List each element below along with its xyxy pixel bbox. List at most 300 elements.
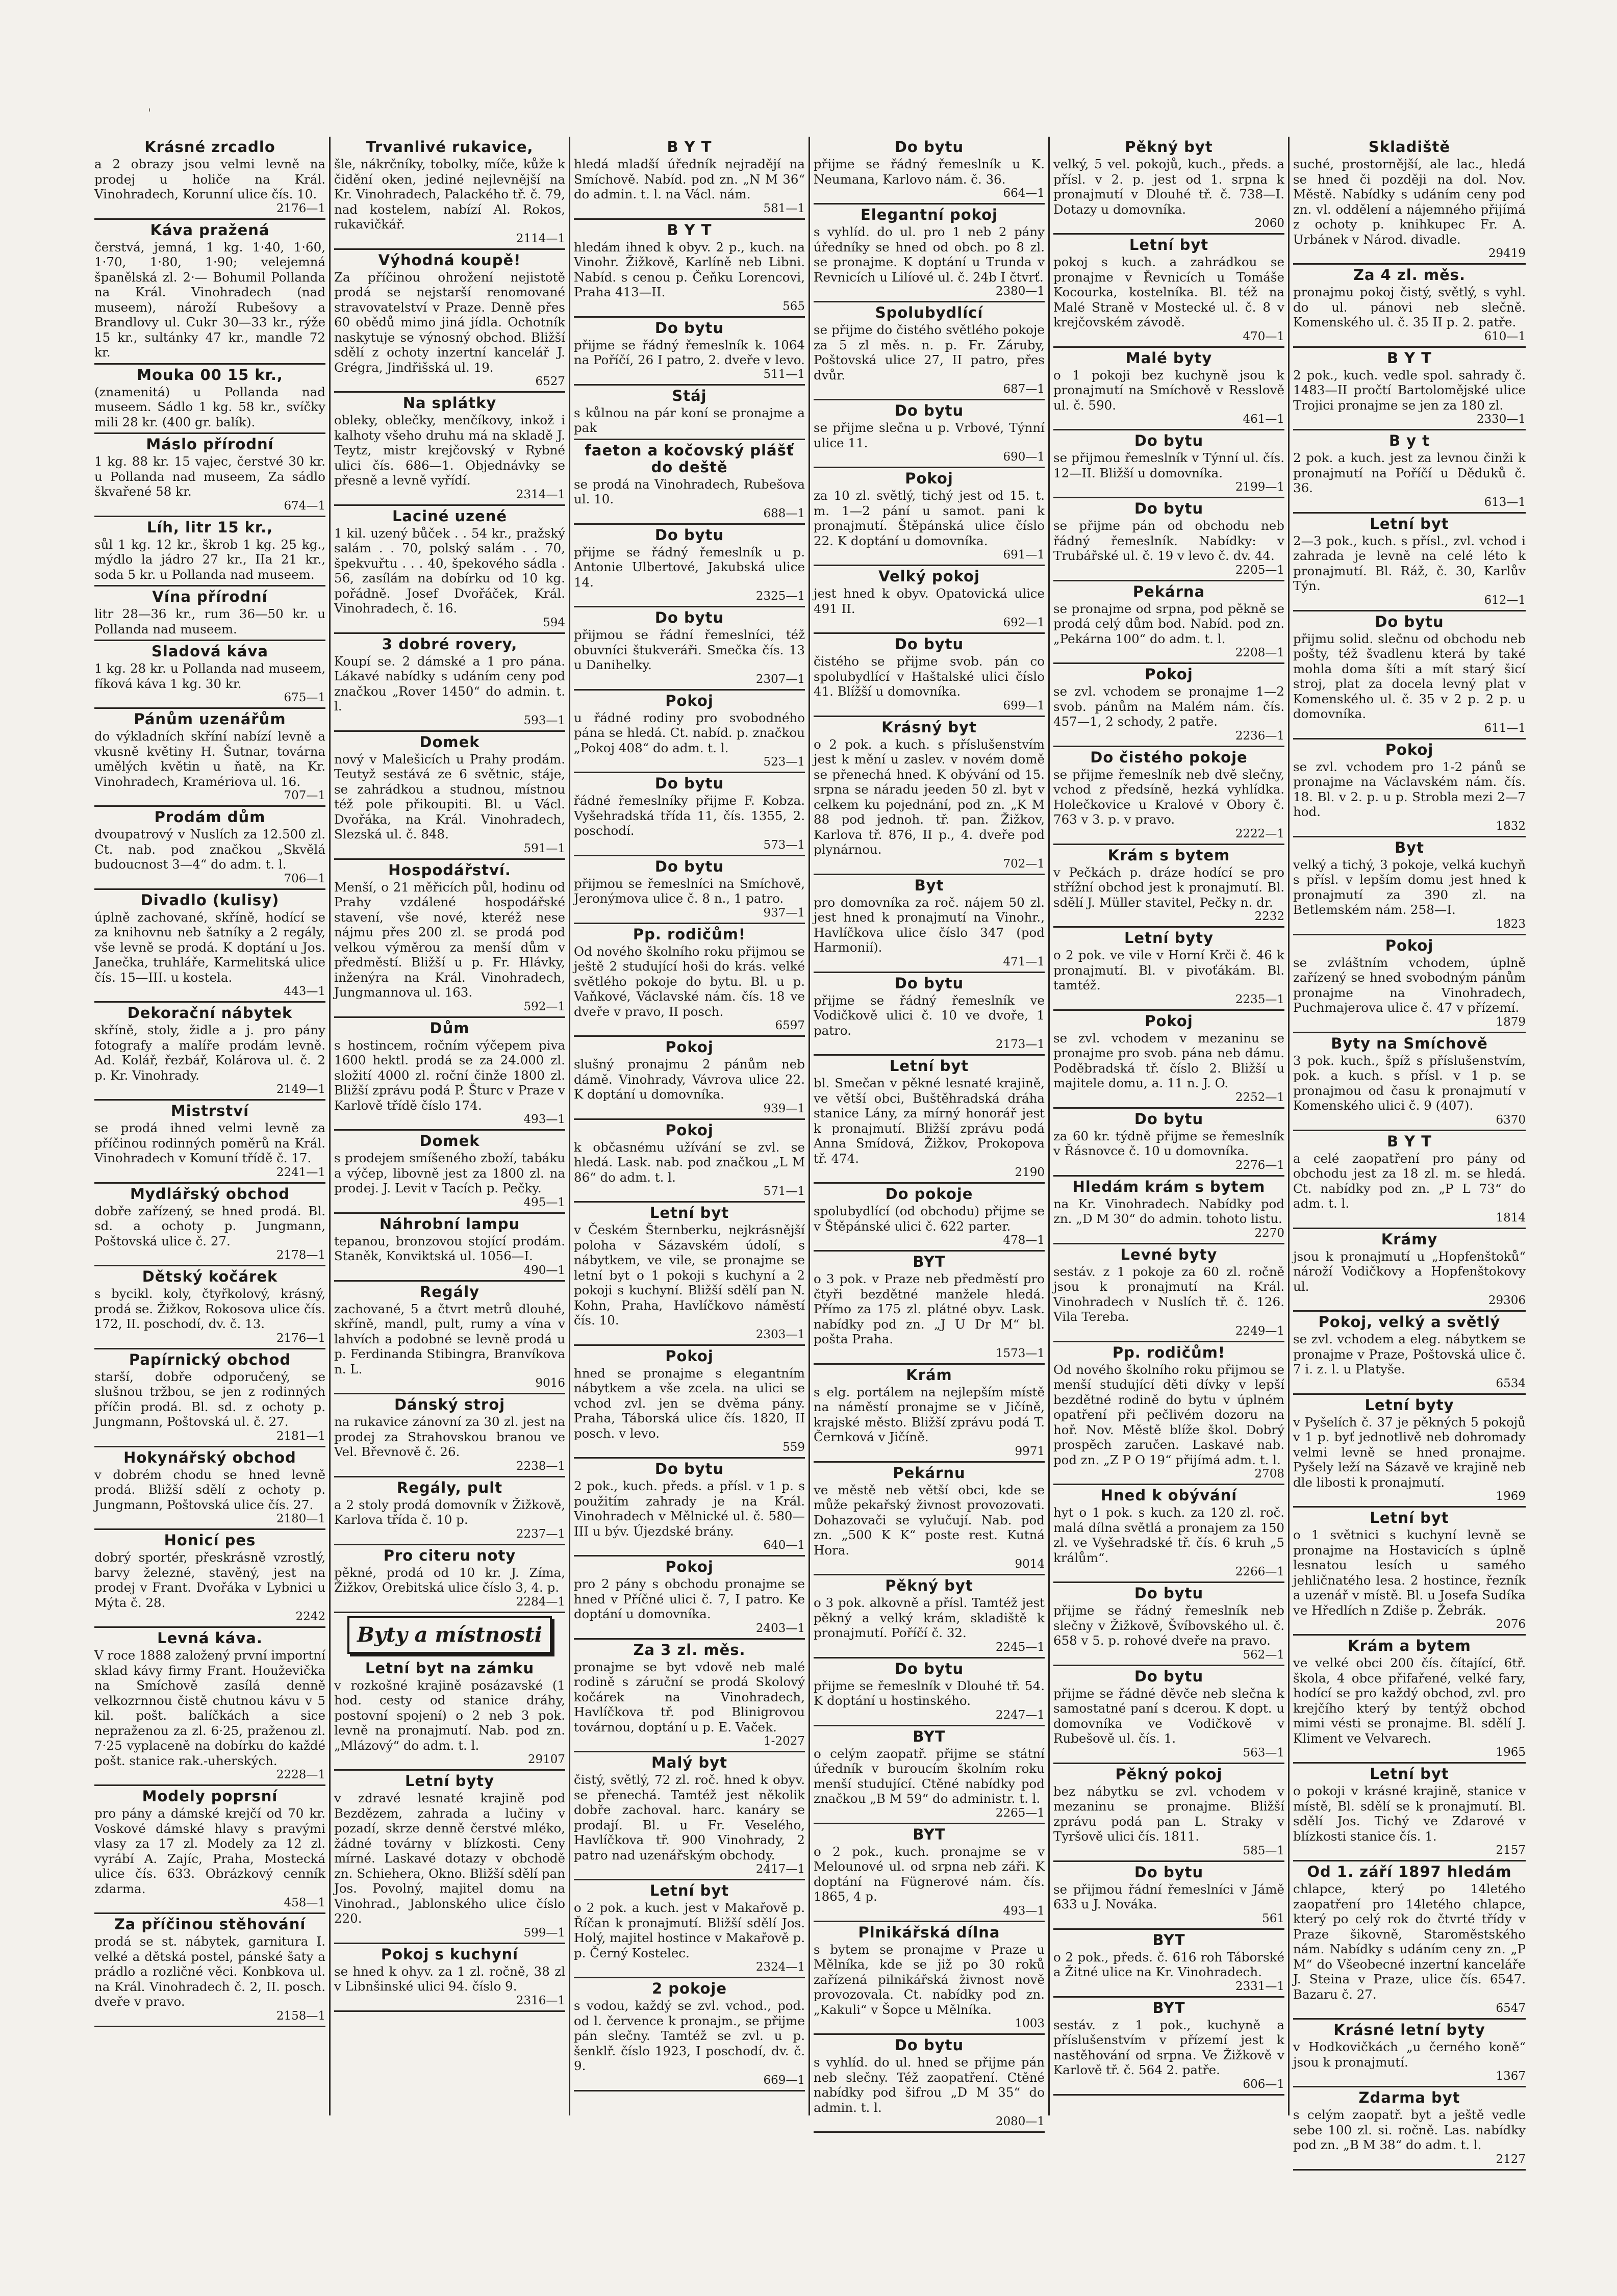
ad-text: a 2 stoly prodá domovník v Žižkově, Karlova třída č. 10 p.	[334, 1497, 565, 1527]
classified-ad	[334, 860, 565, 1018]
ad-text: slušný pronajmu 2 pánům neb dámě. Vinohrady, Vávrova ulice 22. K doptání u domovníka.	[574, 1057, 805, 1102]
ad-text: o 1 světnici s kuchyní levně se pronajme na Hostavicích s úplně lesnatou lesích u samého jehličnatého lesa. 2 hostince, řezník a uzenář v místě. Bl. u Josefa Sudíka ve Hředlích n Zdiše p. Žebrák.	[1293, 1527, 1526, 1618]
ad-text: ve velké obci 200 čís. čítající, 6tř. škola, 4 obce přifařené, velké fary, hodící se pro každý obchod, zvl. pro krejčího který by tentýž obchod mimi vésti se pronajme. Bl. sdělí J. Kliment ve Velvarech.	[1293, 1655, 1526, 1746]
ad-title: Do bytu	[654, 526, 724, 544]
ad-reference-number: 2178—1	[276, 1248, 325, 1262]
ad-title: Dům	[429, 1019, 470, 1037]
ad-title: Pokoj	[665, 1347, 714, 1365]
ad-reference-number: 1965	[1496, 1746, 1526, 1759]
ad-reference-number: 6534	[1496, 1376, 1526, 1390]
ad-reference-number: 674—1	[284, 499, 325, 513]
ad-title: Do bytu	[1134, 1667, 1204, 1685]
classified-ad	[574, 137, 805, 220]
classified-ad	[574, 1880, 805, 1978]
classified-ad	[574, 386, 805, 440]
classified-ad	[1053, 1109, 1284, 1177]
ad-text: pro 2 pány s obchodu pronajme se hned v Příčné ulici č. 7, I patro. Ke doptání u domovníka.	[574, 1576, 805, 1621]
ad-text: se zvl. vchodem v mezaninu se pronajme pro svob. pána neb dámu. Poděbradská tř. číslo 2. Bližší u majitele domu, a. 11 n. J. O.	[1053, 1030, 1284, 1090]
classified-ad	[814, 1726, 1045, 1824]
ad-reference-number: 478—1	[1003, 1234, 1045, 1247]
classified-ad	[94, 137, 325, 220]
ad-text: v rozkošné krajině posázavské (1 hod. cesty od stanice dráhy, postovní spojení) o 2 neb 3 pok. levně na pronajmutí. Nab. pod zn. „Mlázový“ do adm. t. l.	[334, 1677, 565, 1753]
ad-text: a celé zaopatření pro pány od obchodu jest za 18 zl. m. se hledá. Ct. nabídky pod zn. „P L 73“ do adm. t. l.	[1293, 1151, 1526, 1211]
ad-title: Krásný byt	[881, 718, 977, 736]
classified-ad	[334, 732, 565, 860]
classified-ad	[814, 1922, 1045, 2035]
ad-title: Levné byty	[1120, 1245, 1218, 1263]
classified-ad	[1053, 137, 1284, 235]
ad-title: Hospodářství.	[388, 861, 511, 879]
ad-text: Za příčinou ohrožení nejistotě prodá se nejstarší renomované stravovatelství v Praze. Denně přes 60 obědů mimo jiná jídla. Ochotník naskytuje se výnosný obchod. Bližší sdělí z ochoty inzertní kancelář J. Grégra, Jindřišská ul. 19.	[334, 269, 565, 375]
ad-reference-number: 664—1	[1003, 187, 1045, 200]
classified-ad	[1053, 1764, 1284, 1862]
ad-text: Menší, o 21 měřicích půl, hodinu od Prahy vzdálené hospodářské stavení, vše nové, kteréž nese nájmu přes 200 zl. se prodá pod velkou výměrou za menší dům v předměstí. Bližší u p. Fr. Hlávky, inženýra na Král. Vinohradech, Jungmannova ul. 163.	[334, 879, 565, 1000]
ad-title: Domek	[419, 733, 480, 751]
ad-title: Letní byt	[1370, 1509, 1449, 1526]
ad-reference-number: 571—1	[763, 1185, 805, 1198]
ad-title: Pp. rodičům!	[633, 925, 746, 943]
ad-reference-number: 611—1	[1484, 721, 1526, 735]
ad-reference-number: 2060	[1254, 217, 1284, 230]
ad-title: Do bytu	[654, 319, 724, 337]
ad-text: u řádné rodiny pro svobodného pána se hledá. Ct. nabíd. p. značkou „Pokoj 408“ do adm. t. l.	[574, 710, 805, 755]
ad-title: faeton a kočovský plášť do deště	[585, 441, 794, 476]
column-3	[570, 137, 810, 2115]
ad-text: se přijmou řádní řemeslníci v Jámě 633 u J. Nováka.	[1053, 1881, 1284, 1911]
ad-text: s prodejem smíšeného zboží, tabáku a výčep, libovně jest za 1800 zl. na prodej. J. Levit v Tacích p. Pečky.	[334, 1151, 565, 1195]
ad-reference-number: 606—1	[1243, 2077, 1284, 2091]
ad-text: přijme se řádný řemeslník u K. Neumana, Karlovo nám. č. 36.	[814, 157, 1045, 187]
ad-title: Pěkný byt	[1125, 138, 1213, 156]
ad-reference-number: 640—1	[763, 1539, 805, 1552]
ad-title: B y t	[1388, 432, 1430, 449]
column-4	[810, 137, 1050, 2128]
classified-ad	[94, 517, 325, 587]
ad-text: hledá mladší úředník nejradějí na Smíchově. Nabíd. pod zn. „N M 36“ do admin. t. l. na Václ. nám.	[574, 157, 805, 201]
ad-title: Pokoj	[1145, 666, 1193, 683]
ad-title: Krásné zrcadlo	[144, 138, 275, 156]
ad-reference-number: 1-2027	[764, 1734, 805, 1748]
ad-text: ve městě neb větší obci, kde se může pekařský živnost provozovati. Dohazovači se vylučují. Nab. pod zn. „500 K K“ poste rest. Kutná Hora.	[814, 1482, 1045, 1558]
ad-text: k občasnému užívání se zvl. se hledá. Lask. nab. pod značkou „L M 86“ do adm. t. l.	[574, 1139, 805, 1185]
ad-title: Malý byt	[651, 1754, 727, 1771]
classified-ad	[574, 1640, 805, 1753]
ad-reference-number: 2232	[1254, 910, 1284, 923]
classified-ad	[814, 634, 1045, 717]
ad-title: Skladiště	[1368, 138, 1451, 156]
ad-reference-number: 6527	[535, 375, 565, 388]
ad-reference-number: 2127	[1496, 2152, 1526, 2166]
ad-title: Domek	[419, 1132, 480, 1150]
ad-title: Trvanlivé rukavice,	[366, 138, 534, 156]
classified-ad	[1293, 1229, 1526, 1312]
ad-title: B Y T	[667, 221, 712, 239]
ad-text: na rukavice zánovní za 30 zl. jest na prodej za Strahovskou branou ve Vel. Břevnově č. 26.	[334, 1414, 565, 1459]
classified-ad	[814, 205, 1045, 302]
ad-reference-number: 2265—1	[995, 1806, 1045, 1820]
ad-text: se zvl. vchodem se pronajme 1—2 svob. pánům na Malém nám. čís. 457—1, 2 schody, 2 patře.	[1053, 684, 1284, 729]
ad-reference-number: 29419	[1488, 247, 1526, 260]
classified-ad	[1293, 2020, 1526, 2087]
ad-title: Káva pražená	[150, 221, 270, 239]
ad-text: litr 28—36 kr., rum 36—50 kr. u Pollanda nad museem.	[94, 606, 325, 636]
ad-title: Do bytu	[1134, 500, 1204, 517]
ad-title: Letní byt	[1129, 236, 1209, 253]
ad-text: 2 pok. a kuch. jest za levnou činži k pronajmutí na Poříčí u Děduků č. 36.	[1293, 450, 1526, 495]
ad-title: Divadlo (kulisy)	[140, 891, 280, 909]
ad-title: Do pokoje	[885, 1185, 973, 1203]
ad-text: chlapce, který po 14letého zaopatření pro 14letého chlapce, který po celý rok do čtvrté třídy v Praze šikovně, Staroměstského nám. Nabídky s udáním ceny zn. „P M“ do Všeobecné inzertní kanceláře J. Steina v Praze, ulice čís. 6547. Bazaru č. 27.	[1293, 1881, 1526, 2002]
ad-reference-number: 2208—1	[1235, 646, 1284, 659]
ad-title: Krámy	[1381, 1230, 1438, 1248]
ad-title: Do bytu	[894, 1660, 964, 1677]
classified-ad	[94, 586, 325, 641]
ad-reference-number: 490—1	[523, 1263, 565, 1277]
ad-title: Líh, litr 15 kr.,	[146, 518, 273, 536]
ad-reference-number: 675—1	[284, 691, 325, 704]
column-2	[331, 137, 570, 2115]
ad-reference-number: 29306	[1488, 1294, 1526, 1307]
ad-title: B Y T	[1386, 1132, 1432, 1150]
ad-text: šle, nákrčníky, tobolky, míče, kůže k čidění oken, jediné nejlevnější na Kr. Vinohradech, Palackého tř. č. 79, nad kostelem, nabízí Al. Rokos, rukavičkář.	[334, 157, 565, 232]
classified-ad	[94, 1349, 325, 1447]
ad-reference-number: 562—1	[1243, 1648, 1284, 1662]
ad-text: se přijme pán od obchodu neb řádný řemeslník. Nabídky: v Trubářské ul. č. 19 v levo č. dv. 44.	[1053, 518, 1284, 563]
ad-title: Malé byty	[1125, 349, 1212, 367]
ad-title: BYT	[1152, 1999, 1185, 2017]
column-5	[1050, 137, 1290, 2115]
ad-reference-number: 2176—1	[276, 1331, 325, 1345]
ad-reference-number: 669—1	[763, 2073, 805, 2087]
ad-title: Modely poprsní	[142, 1788, 278, 1805]
ad-reference-number: 470—1	[1243, 329, 1284, 343]
ad-text: obleky, oblečky, menčíkovy, inkož i kalhoty všeho druhu má na skladě J. Teytz, mistr krejčovský v Rybné ulici čís. 686—1. Objednávky se přesně a levně vyřídí.	[334, 413, 565, 488]
ad-title: Dekorační nábytek	[127, 1004, 293, 1022]
ad-title: Pánům uzenářům	[134, 710, 286, 728]
ad-text: bl. Smečan v pěkné lesnaté krajině, ve větší obci, Buštěhradská dráha stanice Lány, za mírný honorář jest k pronajmutí. Bližší zprávu podá Anna Smídová, Žižkov, Prokopova tř. 474.	[814, 1076, 1045, 1166]
classified-ad	[334, 250, 565, 393]
classified-ad	[1293, 611, 1526, 739]
ad-text: Koupí se. 2 dámské a 1 pro pána. Lákavé nabídky s udáním ceny pod značkou „Rover 1450“ do admin. t. l.	[334, 653, 565, 713]
ad-text: do výkladních skříní nabízí levně a vkusně květiny H. Šutnar, továrna umělých květin u ňatě, na Kr. Vinohradech, Kramériova ul. 16.	[94, 729, 325, 789]
ad-reference-number: 2199—1	[1235, 480, 1284, 494]
ad-reference-number: 471—1	[1003, 955, 1045, 968]
ad-text: v Pyšelích č. 37 je pěkných 5 pokojů v 1 p. byť jednotlivě neb dohromady velmi levně se hned pronajme. Pyšely leží na Sázavě ve krajině neb dle libosti k pronajmutí.	[1293, 1414, 1526, 1490]
ad-title: B Y T	[1386, 349, 1432, 367]
ad-title: Mouka 00 15 kr.,	[137, 366, 283, 384]
classified-ad	[94, 1786, 325, 1914]
ad-title: Mistrství	[170, 1102, 249, 1119]
ad-reference-number: 687—1	[1003, 382, 1045, 396]
ad-text: s hostincem, ročním výčepem piva 1600 hektl. prodá se za 24.000 zl. složití 4000 zl. roční činže 1800 zl. Bližší zprávu podá P. Šturc v Praze v Karlově třídě číslo 174.	[334, 1037, 565, 1113]
ad-text: přijme se řádný řemeslník ve Vodičkově ulici č. 10 ve dvoře, 1 patro.	[814, 992, 1045, 1038]
ad-text: se přijmou řemeslník v Týnní ul. čís. 12—II. Bližší u domovníka.	[1053, 450, 1284, 480]
ad-title: Letní byty	[1365, 1396, 1454, 1414]
classified-ad	[814, 2035, 1045, 2133]
classified-ad	[334, 393, 565, 506]
classified-ad	[574, 1752, 805, 1880]
ad-title: BYT	[913, 1253, 946, 1270]
classified-ad	[94, 807, 325, 890]
ad-reference-number: 2158—1	[276, 2009, 325, 2023]
ad-reference-number: 613—1	[1484, 495, 1526, 509]
ad-text: o 2 pok., kuch. pronajme se v Melounové ul. od srpna neb záři. K doptání na Fügnerové nám. čís. 1865, 4 p.	[814, 1844, 1045, 1904]
ad-reference-number: 2270	[1254, 1226, 1284, 1240]
ad-text: čistý, světlý, 72 zl. roč. hned k obyv. se přenechá. Tamtéž jest několik dobře zachoval. harc. kanáry se prodají. Bl. u Fr. Veselého, Havlíčkova tř. 900 Vinohrady, 2 patro nad uzenářským obchody.	[574, 1772, 805, 1863]
ad-reference-number: 690—1	[1003, 450, 1045, 464]
ad-title: Byt	[914, 876, 944, 894]
ad-reference-number: 2303—1	[755, 1328, 805, 1341]
ad-title: Pro citeru noty	[383, 1546, 516, 1564]
classified-ad	[334, 1658, 565, 1771]
ad-reference-number: 2266—1	[1235, 1565, 1284, 1578]
ad-text: se zvláštním vchodem, úplně zařízený se hned svobodným pánům pronajme na Vinohradech, Puchmajerova ulice č. 47 v přízemí.	[1293, 955, 1526, 1015]
ad-text: se přijme do čistého světlého pokoje za 5 zl měs. n. p. Fr. Záruby, Poštovská ulice 27, II patro, přes dvůr.	[814, 322, 1045, 382]
classified-ad	[574, 440, 805, 525]
classified-ad	[574, 924, 805, 1037]
classified-ad	[1293, 935, 1526, 1033]
ad-reference-number: 2252—1	[1235, 1090, 1284, 1104]
ad-reference-number: 2245—1	[995, 1640, 1045, 1654]
ad-text: úplně zachované, skříně, hodící se za knihovnu neb šatníky a 2 regály, vše levně se prodá. K doptání u Jos. Janečka, truhláře, Karmelitská ulice čís. 15—III. u kostela.	[94, 909, 325, 985]
ad-title: Do bytu	[654, 609, 724, 626]
ad-text: sestáv. z 1 pokoje za 60 zl. ročně jsou k pronajmutí na Král. Vinohradech v Nuslích tř. č. 126. Vila Tereba.	[1053, 1264, 1284, 1324]
ad-text: pronajme se byt vdově neb malé rodině s záruční se prodá Skolový kočárek na Vinohradech, Havlíčkova tř. pod Blinigrovou továrnou, doptání u p. E. Vaček.	[574, 1659, 805, 1734]
ad-text: suché, prostornější, ale lac., hledá se hned či později na dol. Nov. Městě. Nabídky s udáním ceny pod zn. vl. oddělení a nájemného přijímá z ochoty p. knihkupec Fr. A. Urbánek v Národ. divadle.	[1293, 157, 1526, 247]
ad-title: Od 1. září 1897 hledám	[1307, 1863, 1512, 1880]
ad-reference-number: 29107	[527, 1753, 565, 1766]
ad-text: přijme se řádný řemeslník neb slečny v Žižkově, Švíbovského ul. č. 658 v 5. p. rohové dveře na pravo.	[1053, 1603, 1284, 1648]
ad-title: Pokoj	[1385, 936, 1434, 954]
ad-text: za 10 zl. světlý, tichý jest od 15. t. m. 1—2 pání u samot. pani k pronajmutí. Štěpánská ulice číslo 22. K doptání u domovníka.	[814, 488, 1045, 548]
ad-text: o 2 pok. ve vile v Horní Krči č. 46 k pronajmutí. Bl. v pivoťákám. Bl. tamtéž.	[1053, 948, 1284, 992]
classified-ad	[1293, 265, 1526, 348]
ad-reference-number: 6597	[775, 1019, 805, 1032]
ad-title: Do bytu	[894, 2036, 964, 2054]
ad-reference-number: 591—1	[523, 841, 565, 855]
classified-ad	[94, 1003, 325, 1101]
classified-ad	[1293, 2087, 1526, 2171]
ad-text: pro pány a dámské krejčí od 70 kr. Voskové dámské hlavy s pravými vlasy za 17 zl. Modely za 12 zl. vyrábí A. Zajíc, Praha, Mostecká ulice čís. 633. Obrázkový cenník zdarma.	[94, 1806, 325, 1896]
classified-ad	[814, 1365, 1045, 1463]
classified-ad	[1053, 1666, 1284, 1764]
ad-text: hyt o 1 pok. s kuch. za 120 zl. roč. malá dílna světlá a pronajem za 150 zl. ve Vyšehradské tř. čís. 6 kruh „5 králům“.	[1053, 1505, 1284, 1565]
ad-title: Za příčinou stěhování	[114, 1916, 306, 1933]
classified-ad	[94, 220, 325, 365]
ad-title: BYT	[913, 1825, 946, 1843]
ad-text: na Kr. Vinohradech. Nabídky pod zn. „D M 30“ do admin. tohoto listu.	[1053, 1196, 1284, 1226]
ad-reference-number: 594	[543, 616, 565, 629]
ad-text: se přijme řemeslník neb dvě slečny, vchod z předsíně, hezká vyhlídka. Holečkovice u Kralové v Obory č. 763 v 3. p. v pravo.	[1053, 767, 1284, 827]
ad-text: se prodá na Vinohradech, Rubešova ul. 10.	[574, 476, 805, 506]
ad-title: Dětský kočárek	[142, 1268, 278, 1285]
ad-text: zachované, 5 a čtvrt metrů dlouhé, skříně, mandl, pult, rumy a vína v lahvích a podobné se levně prodá u p. Ferdinanda Stibingra, Branvíkova n. L.	[334, 1301, 565, 1376]
ad-title: B Y T	[667, 138, 712, 156]
ad-text: nový v Malešicích u Prahy prodám. Teutyž sestává ze 6 světnic, stáje, se zahrádkou a studnou, místnou též pole přikoupiti. Bl. u Václ. Dvořáka, na Král. Vinohradech, Slezská ul. č. 848.	[334, 751, 565, 841]
classified-ad	[1053, 1342, 1284, 1486]
ad-title: Elegantní pokoj	[861, 206, 998, 223]
ad-reference-number: 2380—1	[995, 285, 1045, 298]
classified-ad	[1293, 837, 1526, 935]
ad-text: přijme se řemeslník v Dlouhé tř. 54. K doptání u hostinského.	[814, 1678, 1045, 1708]
ad-title: Plnikářská dílna	[858, 1923, 1000, 1941]
ad-text: pěkné, prodá od 10 kr. J. Zíma, Žižkov, Orebitská ulice číslo 3, 4. p.	[334, 1565, 565, 1595]
classified-ad	[814, 400, 1045, 468]
ad-reference-number: 2222—1	[1235, 827, 1284, 840]
ad-text: v dobrém chodu se hned levně prodá. Bližší sdělí z ochoty p. Jungmann, Poštovská ulice čís. 27.	[94, 1467, 325, 1512]
ad-reference-number: 939—1	[763, 1102, 805, 1115]
ad-reference-number: 2181—1	[276, 1429, 325, 1443]
ad-text: se zvl. vchodem pro 1-2 pánů se pronajme na Václavském nám. čís. 18. Bl. v 2. p. u p. Strobla mezi 2—7 hod.	[1293, 759, 1526, 819]
classified-ad	[1293, 1861, 1526, 2020]
ad-title: Do bytu	[1134, 1110, 1204, 1128]
classified-ad	[94, 434, 325, 517]
ad-reference-number: 2205—1	[1235, 563, 1284, 577]
ad-text: s elg. portálem na nejlepším místě na náměstí pronajme se v Jičíně, krajské město. Bližší zprávu podá T. Černková v Jičíně.	[814, 1384, 1045, 1444]
classified-ad	[814, 468, 1045, 566]
ad-title: Prodám dům	[154, 808, 266, 826]
classified-ad	[1053, 1583, 1284, 1666]
ad-text: se hned k ohyv. za 1 zl. ročně, 38 zl v Libnšinské ulici 94. číslo 9.	[334, 1963, 565, 1994]
ad-reference-number: 573—1	[763, 838, 805, 852]
ad-title: Pokoj	[665, 692, 714, 709]
classified-ad	[814, 717, 1045, 875]
ad-text: o 2 pok., předs. č. 616 roh Táborské a Žitné ulice na Kr. Vinohradech.	[1053, 1949, 1284, 1979]
ad-reference-number: 2176—1	[276, 201, 325, 215]
ad-title: Letní byt	[1370, 1765, 1449, 1782]
ad-text: s celým zaopatř. byt a ještě vedle sebe 100 zl. si. ročně. Las. nabídky pod zn. „B M 38“ do adm. t. l.	[1293, 2107, 1526, 2152]
ad-title: Letní byt	[649, 1204, 729, 1221]
ad-text: o 2 pok. a kuch. s příslušenstvím jest k mění u zaslev. v novém domě se přenechá hned. K obývání od 15. srpna se náradu jeeden 50 zl. byt v celkem ku pojednání, pod zn. „K M 88 pod jednoh. tř. pan. Žižkov, Karlova tř. 876, II p., 4. dveře pod plynárnou.	[814, 736, 1045, 857]
ad-title: Náhrobní lampu	[379, 1215, 520, 1233]
ad-text: přijmu solid. slečnu od obchodu neb pošty, též švadlenu která by také mohla doma šíti a mít starý šicí stroj, plat za docela levný plat v Komenského ul. č. 35 v 2 p. 2 p. u domovníka.	[1293, 631, 1526, 721]
ad-text: s kůlnou na pár koní se pronajme a pak	[574, 405, 805, 435]
classified-ad	[574, 773, 805, 856]
ad-title: Pokoj	[665, 1558, 714, 1575]
ad-reference-number: 2316—1	[516, 1994, 565, 2007]
ad-reference-number: 523—1	[763, 755, 805, 769]
classified-ad	[1293, 739, 1526, 837]
ad-reference-number: 2173—1	[995, 1038, 1045, 1051]
classified-ad	[1053, 1177, 1284, 1244]
classified-ad	[574, 1459, 805, 1557]
ad-text: se zvl. vchodem a eleg. nábytkem se pronajme v Praze, Poštovská ulice č. 7 i. z. l. u Platyše.	[1293, 1332, 1526, 1376]
classified-ad	[1053, 928, 1284, 1011]
ad-title: Pokoj	[1145, 1012, 1193, 1030]
classified-ad	[814, 1252, 1045, 1365]
ad-title: Krám	[906, 1366, 952, 1384]
ad-title: Regály	[419, 1283, 480, 1300]
ad-title: Pokoj	[905, 470, 953, 487]
ad-text: o 3 pok. alkovně a přísl. Tamtéž jest pěkný a velký krám, skladiště k pronajmutí. Poříčí č. 32.	[814, 1595, 1045, 1640]
classified-ad	[814, 1184, 1045, 1252]
ad-reference-number: 2325—1	[755, 590, 805, 603]
classified-ad	[814, 1575, 1045, 1659]
ad-text: čerstvá, jemná, 1 kg. 1·40, 1·60, 1·70, 1·80, 1·90; velejemná španělská zl. 2·— Bohumil Pollanda na Král. Vinohradech (nad museem), nároží Rubešovy a Brandlovy ul. Cukr 30—33 kr., rýže 15 kr., sultánky 47 kr., mandle 72 kr.	[94, 239, 325, 360]
ad-title: Byt	[1395, 838, 1424, 856]
classified-ad	[94, 1101, 325, 1184]
ad-title: Do bytu	[1134, 1863, 1204, 1881]
ad-title: Krám a bytem	[1348, 1637, 1471, 1654]
ad-title: Pokoj, velký a světlý	[1318, 1313, 1501, 1331]
classified-ad	[574, 691, 805, 774]
ad-text: starší, dobře odporučený, se slušnou tržbou, se jen z rodinných příčin prodá. Bl. sd. z ochoty p. Jungmann, Poštovská ul. č. 27.	[94, 1369, 325, 1429]
ad-text: přijme se řádný řemeslník u p. Antonie Ulbertové, Jakubská ulice 14.	[574, 544, 805, 590]
ad-reference-number: 9014	[1015, 1558, 1045, 1571]
ad-reference-number: 493—1	[523, 1113, 565, 1126]
ad-reference-number: 2314—1	[516, 488, 565, 501]
section-banner: Byty a místnosti	[347, 1616, 552, 1654]
ad-text: v Českém Šternberku, nejkrásnější poloha v Sázavském údolí, s nábytkem, ve vile, se pronajme se letní byt o 1 pokoji s kuchyní a 2 pokoji s kuchyní. Bližší sdělí pan N. Kohn, Praha, Havlíčkovo náměstí čís. 10.	[574, 1222, 805, 1328]
ad-title: Hledám krám s bytem	[1072, 1178, 1266, 1195]
ad-title: Za 3 zl. měs.	[633, 1641, 746, 1659]
ad-reference-number: 563—1	[1243, 1746, 1284, 1759]
ad-reference-number: 691—1	[1003, 548, 1045, 562]
ad-reference-number: 9016	[535, 1376, 565, 1390]
ad-reference-number: 2238—1	[516, 1459, 565, 1473]
ad-text: v Hodkovičkách „u černého koně“ jsou k pronajmutí.	[1293, 2039, 1526, 2070]
ad-title: Do bytu	[654, 775, 724, 792]
ad-reference-number: 2276—1	[1235, 1158, 1284, 1172]
classified-ad	[814, 137, 1045, 205]
classified-ad	[1053, 1998, 1284, 2096]
ad-title: Pekárna	[1132, 582, 1205, 600]
ad-reference-number: 2114—1	[516, 232, 565, 245]
ad-text: dobře zařízený, se hned prodá. Bl. sd. a ochoty p. Jungmann, Poštovská ulice č. 27.	[94, 1203, 325, 1248]
ad-title: BYT	[1152, 1931, 1185, 1949]
classified-ad	[574, 856, 805, 924]
ad-reference-number: 706—1	[284, 872, 325, 885]
classified-columns	[91, 137, 1529, 2166]
ad-title: Spolubydlící	[875, 304, 983, 321]
ad-reference-number: 610—1	[1484, 329, 1526, 343]
classified-ad	[334, 634, 565, 732]
ad-reference-number: 6370	[1496, 1113, 1526, 1127]
ad-text: sůl 1 kg. 12 kr., škrob 1 kg. 25 kg., mýdlo la jádro 27 kr., IIa 21 kr., soda 5 kr. u Pollanda nad museem.	[94, 537, 325, 582]
ad-title: Regály, pult	[396, 1478, 503, 1496]
classified-ad	[1053, 1011, 1284, 1109]
classified-ad	[574, 1037, 805, 1120]
ad-title: Do bytu	[894, 974, 964, 992]
ad-reference-number: 2242	[295, 1610, 325, 1623]
column-6	[1290, 137, 1529, 2166]
ad-reference-number: 692—1	[1003, 616, 1045, 629]
ad-reference-number: 2403—1	[755, 1621, 805, 1635]
ad-title: Hned k obývání	[1100, 1487, 1237, 1504]
classified-ad	[94, 1530, 325, 1628]
ad-title: Do bytu	[1134, 1585, 1204, 1602]
ad-title: Do bytu	[1134, 432, 1204, 449]
ad-reference-number: 1969	[1496, 1490, 1526, 1503]
classified-ad	[94, 641, 325, 709]
ad-title: Byty na Smíchově	[1331, 1034, 1488, 1052]
ad-reference-number: 699—1	[1003, 699, 1045, 712]
ad-title: Pěkný pokoj	[1115, 1765, 1223, 1783]
ad-reference-number: 565	[782, 299, 805, 313]
ad-reference-number: 2247—1	[995, 1708, 1045, 1722]
ad-reference-number: 2241—1	[276, 1165, 325, 1179]
classified-ad	[814, 1056, 1045, 1184]
classified-ad	[1053, 845, 1284, 928]
column-1	[91, 137, 331, 2115]
ad-title: Krám s bytem	[1107, 846, 1230, 864]
ad-reference-number: 511—1	[763, 367, 805, 381]
ad-text: v Pečkách p. dráze hodící se pro střížní obchod jest k pronajmutí. Bl. sdělí J. Müller stavitel, Pečky n. dr.	[1053, 864, 1284, 910]
ad-reference-number: 2324—1	[755, 1960, 805, 1974]
classified-ad	[1293, 1508, 1526, 1636]
ad-text: o pokoji v krásné krajině, stanice v místě, Bl. sdělí se k pronajmutí. Bl. sdělí Jos. Tichý ve Zdarové v blízkosti stanice čís. 1.	[1293, 1783, 1526, 1844]
classified-ad	[94, 709, 325, 807]
